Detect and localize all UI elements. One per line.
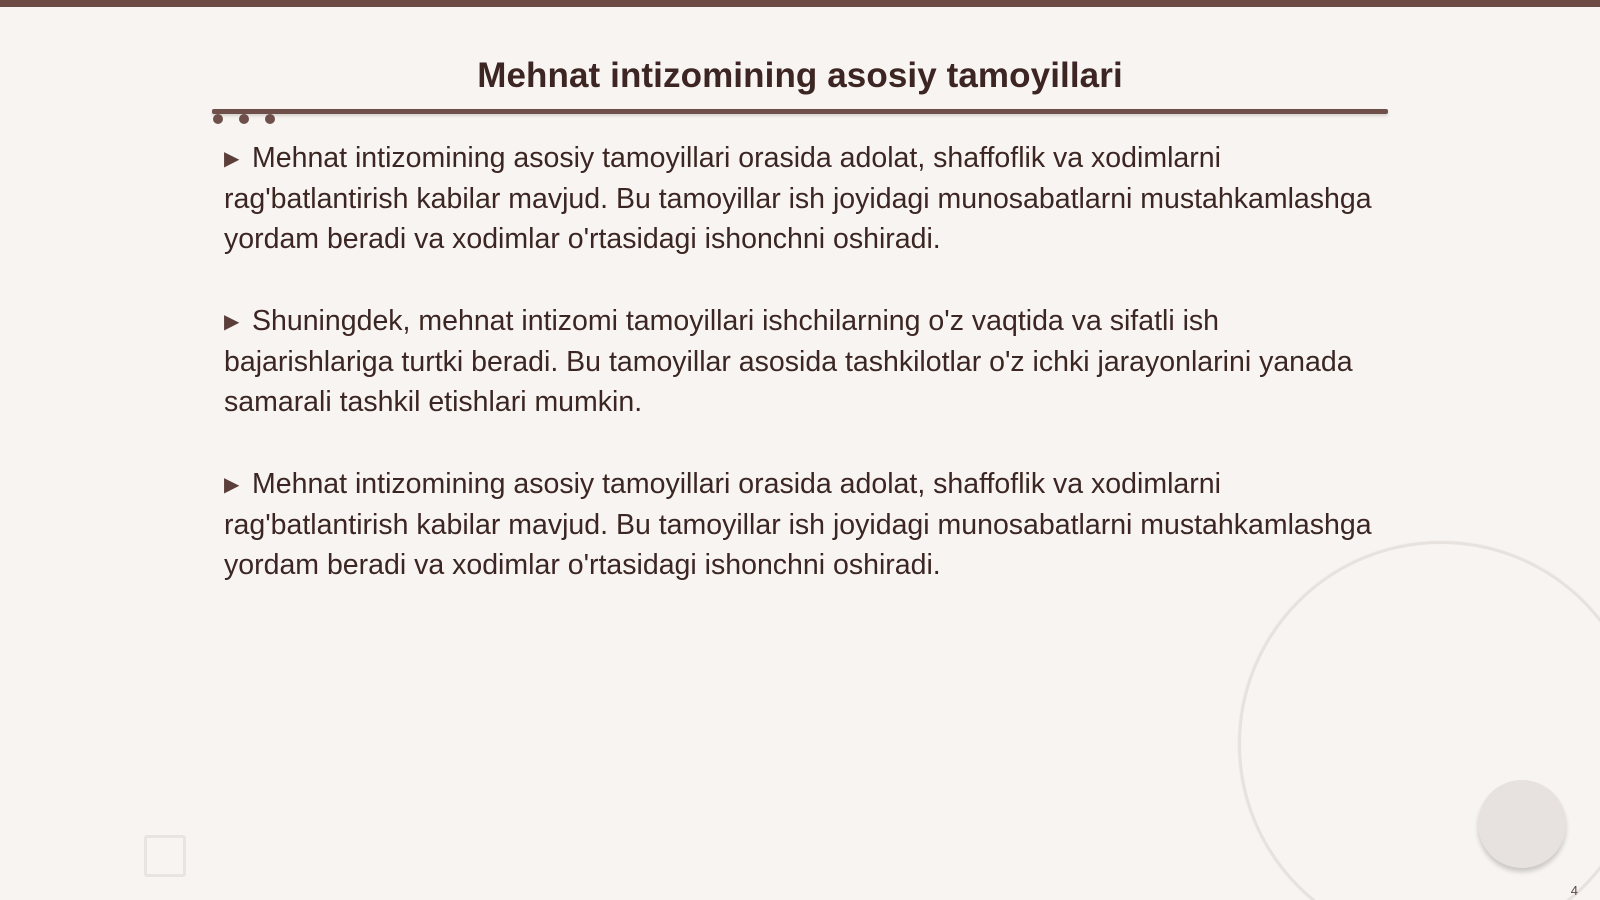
title-divider — [212, 109, 1388, 114]
bullet-text: Mehnat intizomining asosiy tamoyillari orasida adolat, shaffoflik va xodimlarni rag'batlantirish kabilar mavjud. Bu tamoyillar ish joyidagi munosabatlarni mustahkamlashga yordam beradi va xodimlar o'rtasidagi ishonchni oshiradi. — [224, 142, 1372, 255]
page-number: 4 — [1570, 883, 1578, 898]
bullet-item — [224, 301, 1374, 422]
top-accent-bar — [0, 0, 1600, 7]
divider-dot — [239, 114, 249, 124]
bullet-item — [224, 464, 1374, 585]
bullet-list — [224, 138, 1374, 627]
bullet-text: Mehnat intizomining asosiy tamoyillari orasida adolat, shaffoflik va xodimlarni rag'batlantirish kabilar mavjud. Bu tamoyillar ish joyidagi munosabatlarni mustahkamlashga yordam beradi va xodimlar o'rtasidagi ishonchni oshiradi. — [224, 468, 1372, 581]
bullet-arrow-icon: ▶ — [224, 148, 240, 170]
divider-dot — [265, 114, 275, 124]
bullet-arrow-icon: ▶ — [224, 474, 240, 496]
divider-dot — [213, 114, 223, 124]
bullet-text: Shuningdek, mehnat intizomi tamoyillari ishchilarning o'z vaqtida va sifatli ish bajarishlariga turtki beradi. Bu tamoyillar asosida tashkilotlar o'z ichki jarayonlarini yanada samarali tashkil etishlari mumkin. — [224, 305, 1353, 418]
bullet-arrow-icon: ▶ — [224, 311, 240, 333]
bullet-item — [224, 138, 1374, 259]
decorative-square — [144, 835, 186, 877]
slide-title: Mehnat intizomining asosiy tamoyillari — [477, 56, 1123, 95]
decorative-circle — [1478, 780, 1566, 868]
